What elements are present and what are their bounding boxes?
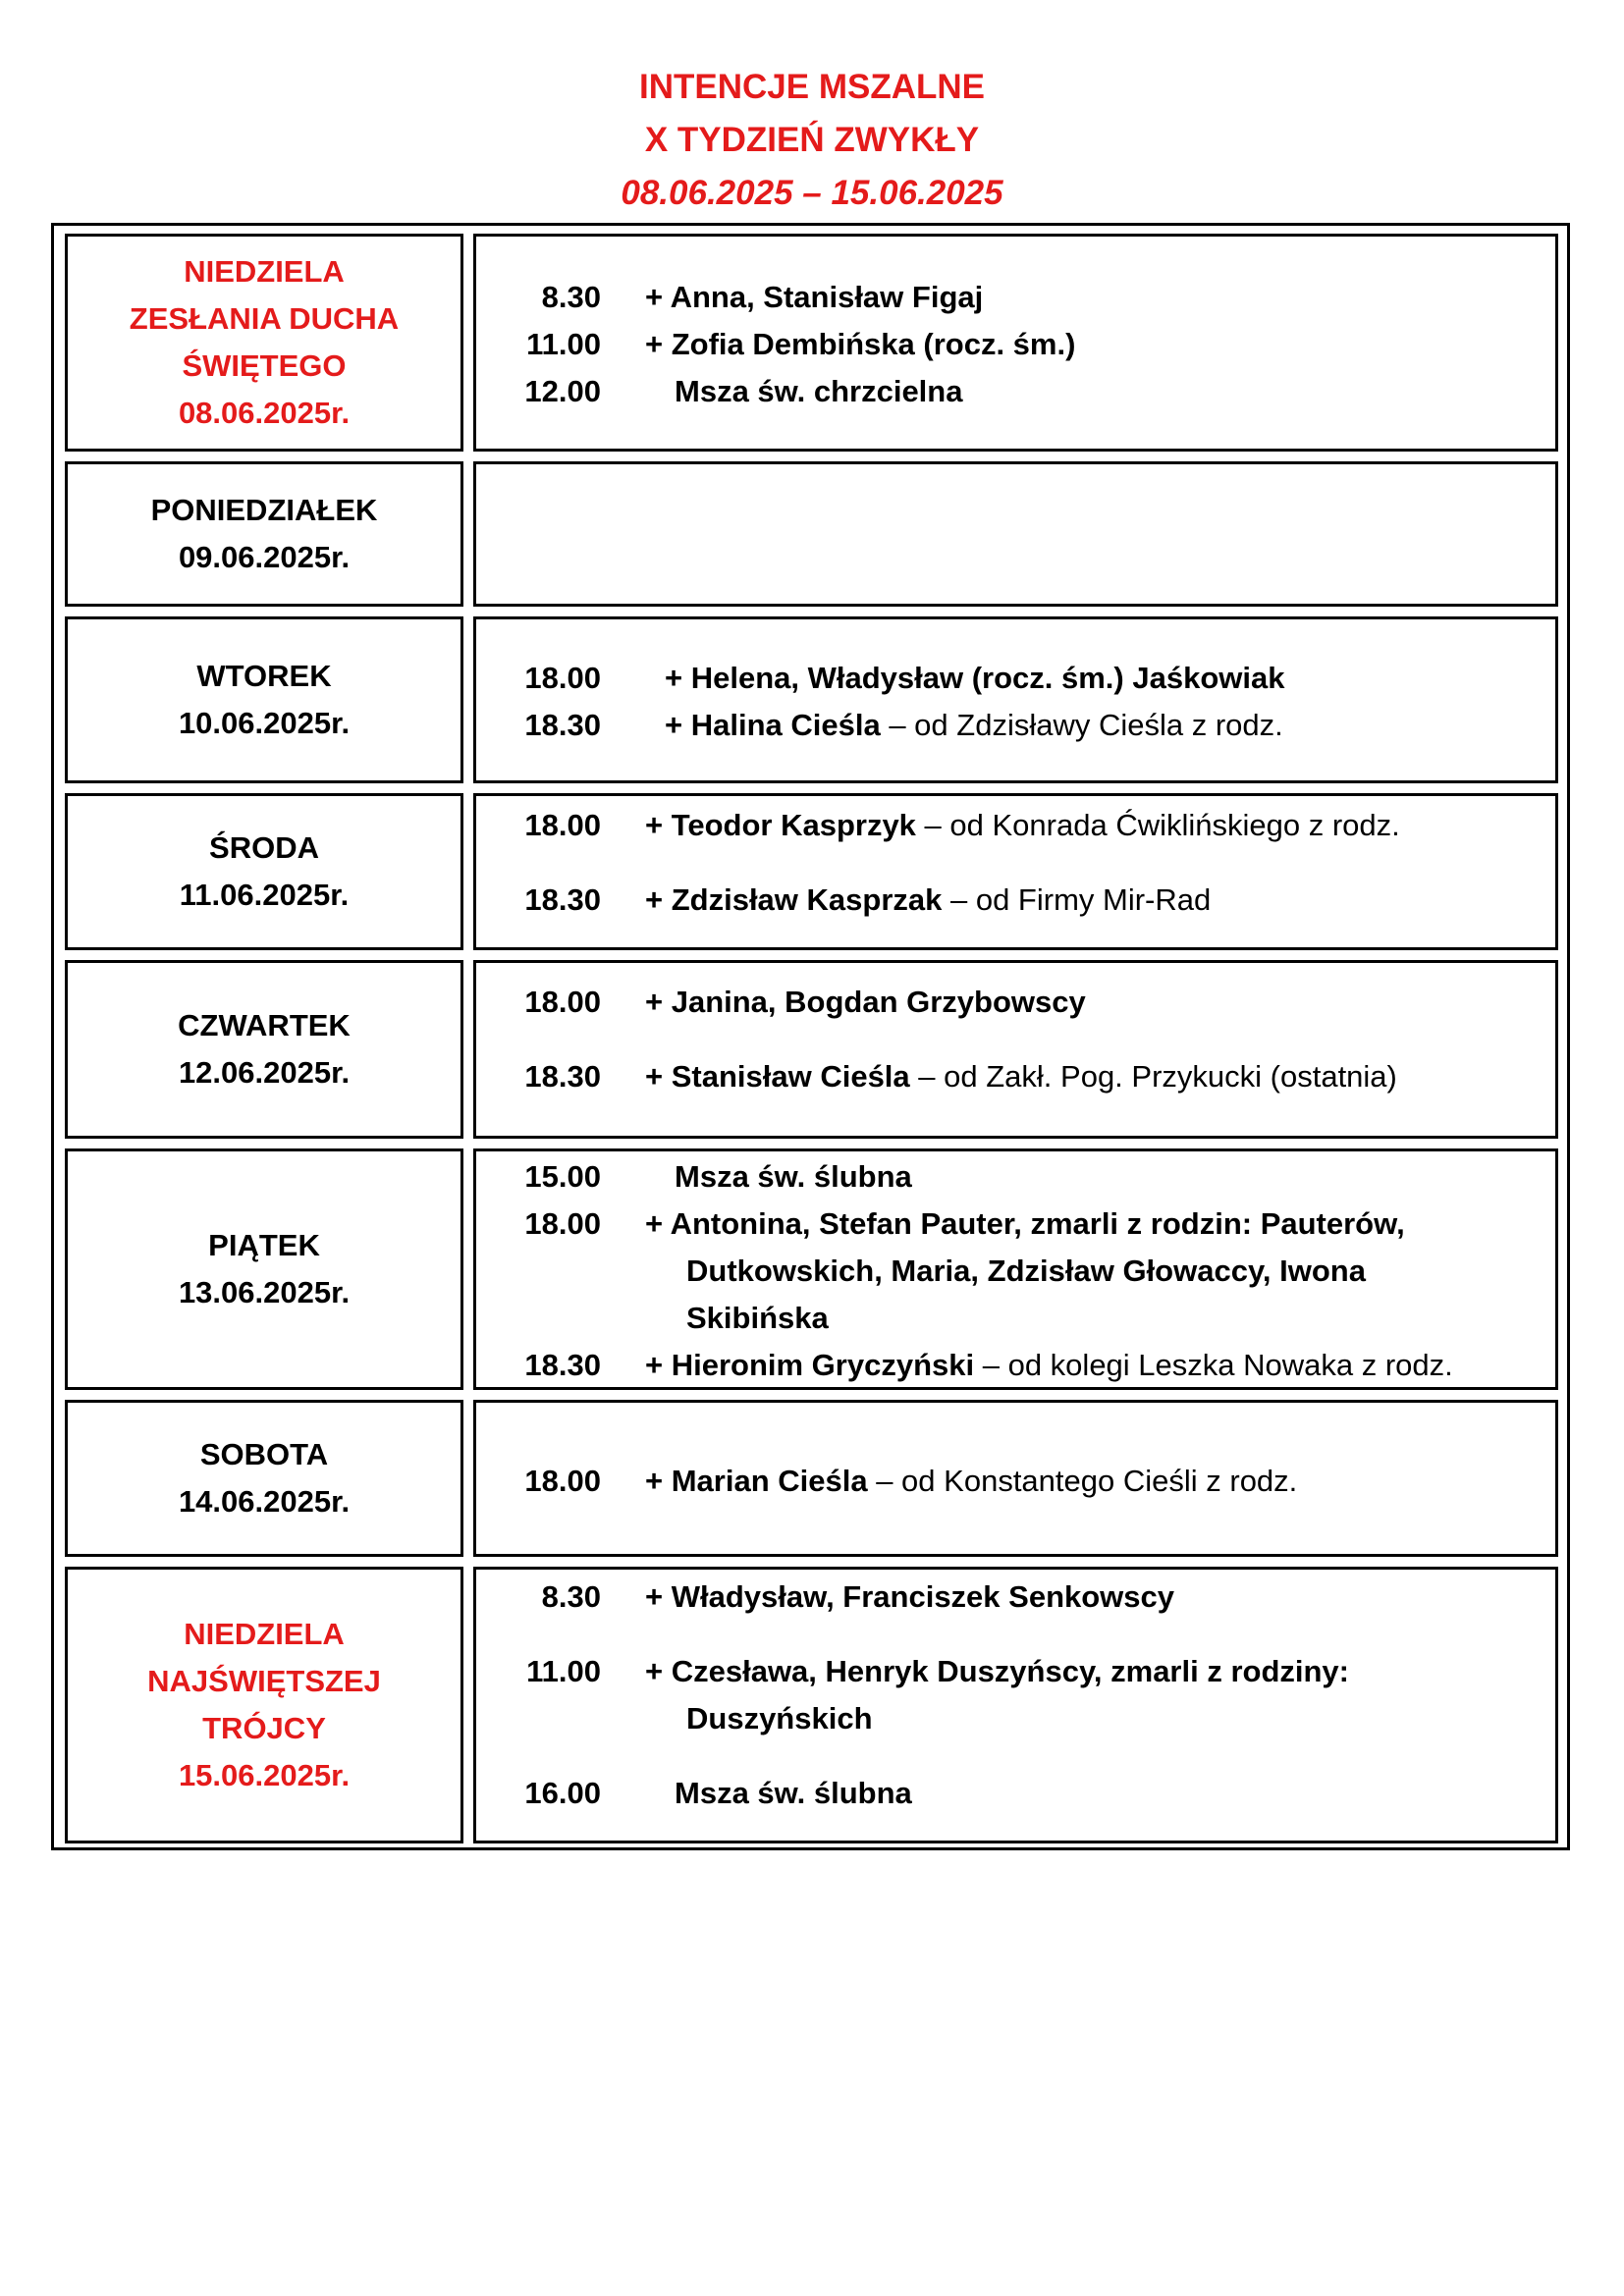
day-label: CZWARTEK xyxy=(178,1008,351,1042)
intention-text xyxy=(645,1648,1549,1742)
intention-line: + Anna, Stanisław Figaj xyxy=(645,280,984,314)
day-cell xyxy=(65,616,463,783)
intention-note: – od Konrada Ćwiklińskiego z rodz. xyxy=(915,808,1400,842)
day-date: 15.06.2025r. xyxy=(178,1758,351,1792)
intention-line: Skibińska xyxy=(686,1301,829,1335)
intention-text xyxy=(645,274,1549,321)
intention-line: Dutkowskich, Maria, Zdzisław Głowaccy, Iwona xyxy=(686,1254,1366,1288)
day-date: 14.06.2025r. xyxy=(178,1484,351,1519)
day-label: NIEDZIELA xyxy=(184,1617,345,1651)
intention-note: – od Firmy Mir-Rad xyxy=(942,882,1212,917)
day-label: PIĄTEK xyxy=(208,1228,320,1262)
intentions-cell xyxy=(473,616,1558,783)
intention-text xyxy=(645,1053,1549,1100)
mass-time: 18.00 xyxy=(524,985,601,1019)
mass-time: 18.00 xyxy=(524,661,601,695)
intention-text xyxy=(665,702,1549,749)
intention-line: + Władysław, Franciszek Senkowscy xyxy=(645,1579,1175,1614)
mass-time: 18.00 xyxy=(524,1206,601,1241)
intentions-cell xyxy=(473,234,1558,452)
day-date: 11.06.2025r. xyxy=(179,878,350,912)
intention-note: – od Konstantego Cieśli z rodz. xyxy=(867,1464,1298,1498)
intention-line: Msza św. ślubna xyxy=(675,1776,912,1810)
intention-line xyxy=(645,1053,1549,1100)
intention-text xyxy=(665,655,1549,702)
intention-text xyxy=(645,877,1549,924)
intention-bold: + Teodor Kasprzyk xyxy=(645,808,916,842)
day-label: NIEDZIELA xyxy=(184,254,345,289)
intention-note: – od kolegi Leszka Nowaka z rodz. xyxy=(974,1348,1453,1382)
mass-time: 15.00 xyxy=(524,1159,601,1194)
intention-line: Msza św. ślubna xyxy=(675,1159,912,1194)
intention-line: + Antonina, Stefan Pauter, zmarli z rodzin: Pauterów, xyxy=(645,1206,1405,1241)
mass-time: 11.00 xyxy=(526,327,601,361)
day-label: PONIEDZIAŁEK xyxy=(150,493,378,527)
day-cell xyxy=(65,1567,463,1843)
intention-note: – od Zakł. Pog. Przykucki (ostatnia) xyxy=(909,1059,1397,1094)
intention-text xyxy=(645,1458,1549,1505)
mass-time: 12.00 xyxy=(524,374,601,408)
day-date: 12.06.2025r. xyxy=(178,1055,351,1090)
mass-time: 11.00 xyxy=(526,1654,601,1688)
intention-bold: + Stanisław Cieśla xyxy=(645,1059,910,1094)
day-cell xyxy=(65,793,463,950)
mass-time: 18.00 xyxy=(524,1464,601,1498)
title-week: X TYDZIEŃ ZWYKŁY xyxy=(644,121,980,159)
mass-time: 8.30 xyxy=(541,280,601,314)
day-label: SOBOTA xyxy=(199,1437,329,1471)
intention-text xyxy=(645,1201,1549,1342)
day-label: ŚRODA xyxy=(209,830,319,865)
intention-line: Msza św. chrzcielna xyxy=(675,374,963,408)
mass-time: 8.30 xyxy=(541,1579,601,1614)
intention-line: + Zofia Dembińska (rocz. śm.) xyxy=(645,327,1076,361)
intention-bold: + Zdzisław Kasprzak xyxy=(645,882,943,917)
intention-line xyxy=(645,1342,1549,1389)
intentions-cell xyxy=(473,793,1558,950)
mass-time: 18.30 xyxy=(524,1348,601,1382)
intention-line xyxy=(645,802,1549,849)
intention-text xyxy=(645,368,1549,415)
mass-time: 18.00 xyxy=(524,808,601,842)
day-date: 10.06.2025r. xyxy=(178,706,351,740)
intention-bold: + Hieronim Gryczyński xyxy=(645,1348,975,1382)
title-intentions: INTENCJE MSZALNE xyxy=(639,68,985,106)
page-header xyxy=(0,61,1624,220)
day-date: 13.06.2025r. xyxy=(178,1275,351,1309)
mass-time: 18.30 xyxy=(524,708,601,742)
intentions-cell xyxy=(473,960,1558,1139)
mass-time: 18.30 xyxy=(524,1059,601,1094)
intention-text xyxy=(645,321,1549,368)
intention-line: Duszyńskich xyxy=(686,1701,873,1735)
intention-line xyxy=(665,702,1549,749)
day-date: 09.06.2025r. xyxy=(178,540,351,574)
intentions-cell xyxy=(473,1400,1558,1557)
intention-bold: + Halina Cieśla xyxy=(665,708,881,742)
intention-text xyxy=(645,1342,1549,1389)
day-cell xyxy=(65,1148,463,1390)
intention-line xyxy=(645,877,1549,924)
intentions-cell xyxy=(473,1148,1558,1390)
day-cell xyxy=(65,1400,463,1557)
intention-note: – od Zdzisławy Cieśla z rodz. xyxy=(880,708,1283,742)
intentions-cell xyxy=(473,1567,1558,1843)
intention-line: + Helena, Władysław (rocz. śm.) Jaśkowiak xyxy=(665,661,1285,695)
intention-text xyxy=(645,802,1549,849)
day-cell xyxy=(65,234,463,452)
day-date: 08.06.2025r. xyxy=(178,396,351,430)
mass-time: 18.30 xyxy=(524,882,601,917)
day-label: WTOREK xyxy=(196,659,332,693)
intention-text xyxy=(645,1153,1549,1201)
intention-bold: + Marian Cieśla xyxy=(645,1464,868,1498)
day-label: NAJŚWIĘTSZEJ xyxy=(147,1664,381,1698)
day-label: TRÓJCY xyxy=(202,1711,326,1745)
intention-line xyxy=(645,1458,1549,1505)
day-cell xyxy=(65,461,463,607)
intention-text xyxy=(645,1770,1549,1817)
intention-line: + Czesława, Henryk Duszyńscy, zmarli z rodziny: xyxy=(645,1654,1349,1688)
intention-text xyxy=(645,1574,1549,1621)
intention-line: + Janina, Bogdan Grzybowscy xyxy=(645,985,1086,1019)
day-label: ZESŁANIA DUCHA xyxy=(129,301,400,336)
intention-text xyxy=(645,979,1549,1026)
day-cell xyxy=(65,960,463,1139)
intentions-cell xyxy=(473,461,1558,607)
mass-time: 16.00 xyxy=(524,1776,601,1810)
title-date-range: 08.06.2025 – 15.06.2025 xyxy=(621,174,1003,212)
day-label: ŚWIĘTEGO xyxy=(182,348,347,383)
